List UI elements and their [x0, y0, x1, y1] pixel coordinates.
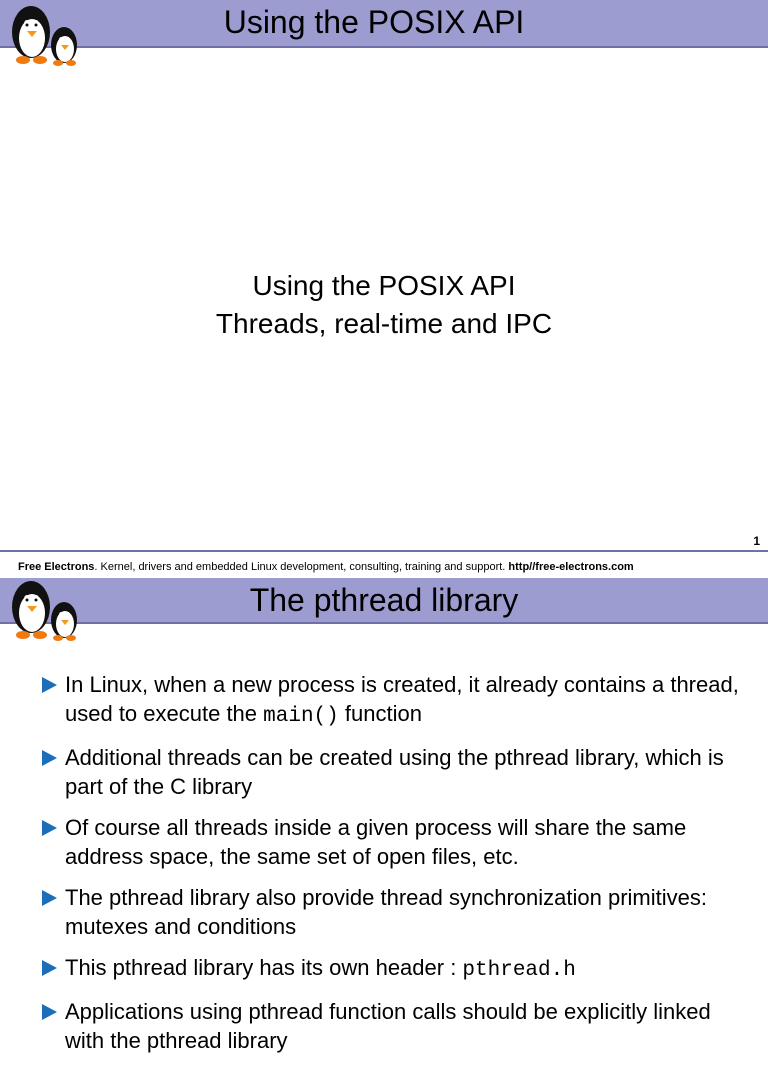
- page-number: 1: [753, 534, 760, 548]
- footer-brand: Free Electrons: [18, 561, 95, 573]
- header-title: Using the POSIX API: [223, 4, 525, 40]
- triangle-bullet-icon: [42, 820, 57, 836]
- penguins-logo-icon: [6, 2, 82, 70]
- triangle-bullet-icon: [42, 677, 57, 693]
- slide-2: [0, 550, 768, 1053]
- triangle-bullet-icon: [42, 750, 57, 766]
- list-item: In Linux, when a new process is created, it already contains a thread, used to execute the main() function: [42, 670, 752, 731]
- code-main: main(): [263, 705, 339, 728]
- list-item: Of course all threads inside a given process will share the same address space, the same set of open files, etc.: [42, 813, 752, 871]
- list-item: Applications using pthread function calls should be explicitly linked with the pthread library: [42, 997, 752, 1055]
- list-item: Additional threads can be created using the pthread library, which is part of the C library: [42, 743, 752, 801]
- slide-header: [0, 0, 768, 48]
- footer-text: [18, 561, 634, 573]
- footer-tagline: . Kernel, drivers and embedded Linux development, consulting, training and support.: [94, 561, 509, 573]
- triangle-bullet-icon: [42, 960, 57, 976]
- footer-url-suffix[interactable]: //free-electrons.com: [529, 561, 634, 573]
- title-line-1: Using the POSIX API: [252, 270, 516, 301]
- triangle-bullet-icon: [42, 1004, 57, 1020]
- list-item: The pthread library also provide thread synchronization primitives: mutexes and conditions: [42, 883, 752, 941]
- header-title: The pthread library: [249, 582, 519, 618]
- title-line-2: Threads, real-time and IPC: [215, 308, 553, 339]
- penguins-logo-icon: [6, 577, 82, 645]
- slide-header: [0, 578, 768, 624]
- footer-url-prefix[interactable]: http: [508, 561, 530, 573]
- triangle-bullet-icon: [42, 890, 57, 906]
- footer: [0, 550, 768, 580]
- list-item: This pthread library has its own header : pthread.h: [42, 953, 752, 985]
- code-pthread-h: pthread.h: [462, 959, 576, 982]
- bullet-list: [42, 670, 752, 1067]
